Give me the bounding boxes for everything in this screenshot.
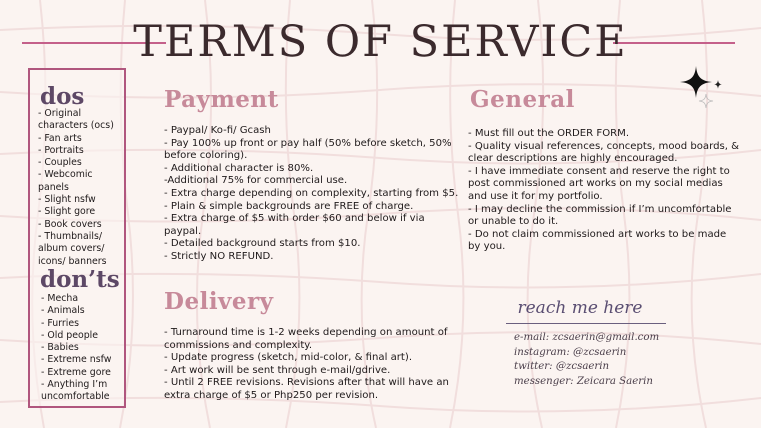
list-item: -Additional 75% for commercial use. (164, 175, 348, 187)
list-item: - Quality visual references, concepts, mood boards, & clear descriptions are highly encouraged. (468, 140, 740, 165)
contact-messenger[interactable]: messenger: Zeicara Saerin (514, 375, 653, 387)
list-item: - Do not claim commissioned art works to be made by you. (468, 228, 727, 253)
list-item: - Fan arts (38, 132, 82, 144)
contact-instagram[interactable]: instagram: @zcsaerin (514, 346, 627, 358)
contact-twitter[interactable]: twitter: @zcsaerin (514, 361, 610, 373)
list-item: - Couples (38, 157, 82, 169)
list-item: - Slight nsfw (38, 194, 96, 206)
list-item: - Furries (41, 317, 79, 329)
list-item: - Anything I’m uncomfortable (41, 379, 110, 403)
general-heading: General (470, 86, 575, 113)
dos-list (38, 108, 122, 268)
page-title: TERMS OF SERVICE (133, 17, 628, 67)
payment-list (164, 125, 460, 264)
general-list (468, 128, 740, 254)
donts-list (41, 293, 123, 404)
list-item: - Book covers (38, 218, 102, 230)
payment-heading: Payment (164, 86, 279, 113)
list-item: - Original characters (ocs) (38, 108, 114, 132)
list-item: - Mecha (41, 293, 79, 304)
list-item: - Additional character is 80%. (164, 162, 314, 174)
delivery-heading: Delivery (164, 288, 274, 315)
list-item: - Portraits (38, 144, 84, 156)
contact-list (514, 331, 714, 389)
list-item: - Old people (41, 329, 99, 341)
list-item: - I have immediate consent and reserve the right to post commissioned art works on my social medias and use it for my portfolio. (468, 165, 730, 202)
list-item: - Detailed background starts from $10. (164, 238, 361, 250)
list-item: - Turnaround time is 1-2 weeks depending on amount of commissions and complexity. (164, 327, 448, 351)
contact-heading: reach me here (517, 298, 643, 318)
list-item: - I may decline the commission if I’m uncomfortable or unable to do it. (468, 203, 732, 228)
sparkle-icon (676, 64, 726, 110)
delivery-list (164, 327, 460, 403)
list-item: - Pay 100% up front or pay half (50% before sketch, 50% before coloring). (164, 137, 452, 162)
donts-heading: don’ts (40, 266, 120, 293)
dos-heading: dos (40, 83, 85, 110)
list-item: - Plain & simple backgrounds are FREE of charge. (164, 200, 414, 212)
list-item: - Extreme gore (41, 366, 111, 378)
list-item: - Animals (41, 305, 85, 317)
contact-rule (506, 323, 666, 324)
list-item: - Slight gore (38, 206, 96, 218)
list-item: - Art work will be sent through e-mail/gdrive. (164, 364, 391, 376)
list-item: - Must fill out the ORDER FORM. (468, 128, 630, 139)
list-item: - Extra charge of $5 with order $60 and below if via paypal. (164, 213, 425, 237)
contact-email[interactable]: e-mail: zcsaerin@gmail.com (514, 332, 660, 343)
list-item: - Update progress (sketch, mid-color, & final art). (164, 352, 413, 364)
list-item: - Until 2 FREE revisions. Revisions after that will have an extra charge of $5 or Php250 per revision. (164, 377, 449, 401)
list-item: - Extreme nsfw (41, 354, 112, 366)
list-item: - Paypal/ Ko-fi/ Gcash (164, 125, 271, 136)
list-item: - Extra charge depending on complexity, starting from $5. (164, 187, 459, 199)
list-item: - Strictly NO REFUND. (164, 250, 274, 262)
list-item: - Webcomic panels (38, 169, 93, 193)
list-item: - Babies (41, 342, 79, 354)
list-item: - Thumbnails/ album covers/ icons/ banners (38, 230, 107, 267)
